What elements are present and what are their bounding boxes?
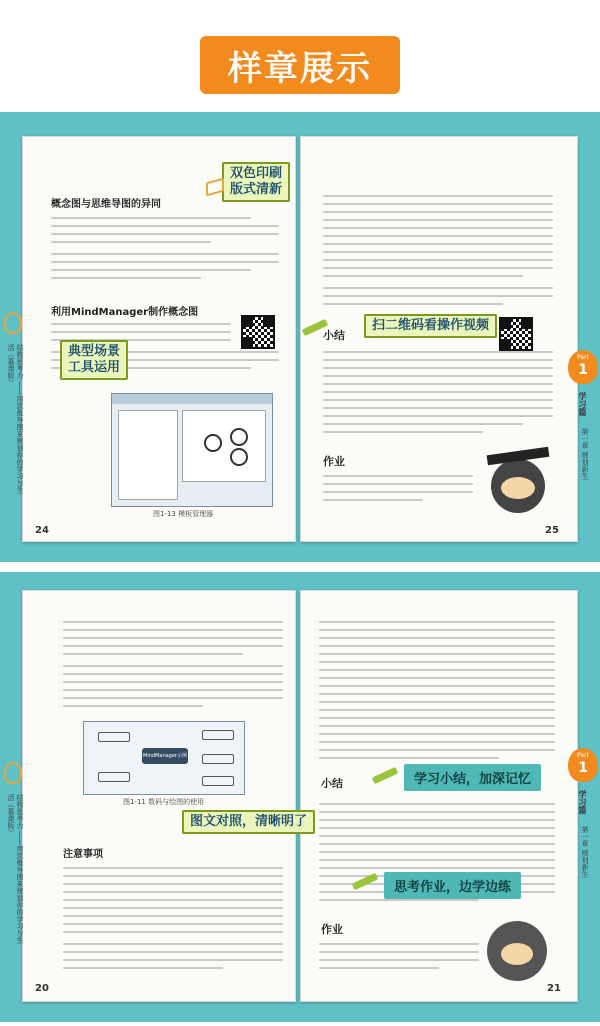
tag-figure-text: 图文对照，清晰明了 bbox=[182, 810, 315, 834]
page-number: 20 bbox=[35, 983, 49, 994]
tag-typical-scenario: 典型场景 工具运用 bbox=[60, 340, 128, 380]
banner-title: 样章展示 bbox=[228, 48, 372, 89]
homework-label: 作业 bbox=[323, 455, 345, 468]
book-title-sidebar: 结构思考力 ——用思维导图来规划你的学习与生活（慕课版） bbox=[7, 794, 24, 944]
page-20 bbox=[22, 590, 296, 1002]
notice-heading: 注意事项 bbox=[63, 849, 103, 860]
section-heading: 概念图与思维导图的异同 bbox=[51, 199, 161, 210]
part-title: 学习篇 bbox=[578, 790, 587, 814]
lamp-icon bbox=[4, 312, 22, 334]
summary-label: 小结 bbox=[321, 777, 343, 790]
page-number: 21 bbox=[547, 983, 561, 994]
part-badge: Part 1 bbox=[568, 350, 598, 384]
page-number: 24 bbox=[35, 525, 49, 536]
subheading-mindmanager: 利用MindManager制作概念图 bbox=[51, 307, 199, 318]
summary-label: 小结 bbox=[323, 329, 345, 342]
page-21 bbox=[300, 590, 578, 1002]
page-number: 25 bbox=[545, 525, 559, 536]
figure-caption: 图1-13 模板管理器 bbox=[153, 510, 214, 518]
book-spread-1 bbox=[0, 112, 600, 562]
figure-caption: 图1-11 数码与绘图的使用 bbox=[123, 798, 205, 806]
qr-code bbox=[241, 315, 275, 349]
qr-code bbox=[499, 317, 533, 351]
tag-study-summary: 学习小结，加深记忆 bbox=[404, 764, 541, 791]
tag-scan-qr: 扫二维码看操作视频 bbox=[364, 314, 497, 338]
sample-chapter-banner bbox=[200, 36, 400, 94]
book-title-sidebar: 结构思考力 ——用思维导图来规划你的学习与生活（慕课版） bbox=[7, 344, 24, 494]
chapter-title: 第一章 规划新生 bbox=[581, 826, 589, 878]
book-spread-2 bbox=[0, 572, 600, 1022]
chapter-title: 第一章 规划新生 bbox=[581, 428, 589, 480]
part-badge: Part 1 bbox=[568, 748, 598, 782]
lamp-icon bbox=[4, 762, 22, 784]
map-center-node: MindManager示例 bbox=[142, 748, 188, 764]
mind-map-figure bbox=[83, 721, 245, 795]
tag-color-print: 双色印刷 版式清新 bbox=[222, 162, 290, 202]
page-25 bbox=[300, 136, 578, 542]
part-title: 学习篇 bbox=[578, 392, 587, 416]
tag-homework-practice: 思考作业，边学边练 bbox=[384, 872, 521, 899]
homework-label: 作业 bbox=[321, 923, 343, 936]
template-manager-screenshot bbox=[111, 393, 273, 507]
